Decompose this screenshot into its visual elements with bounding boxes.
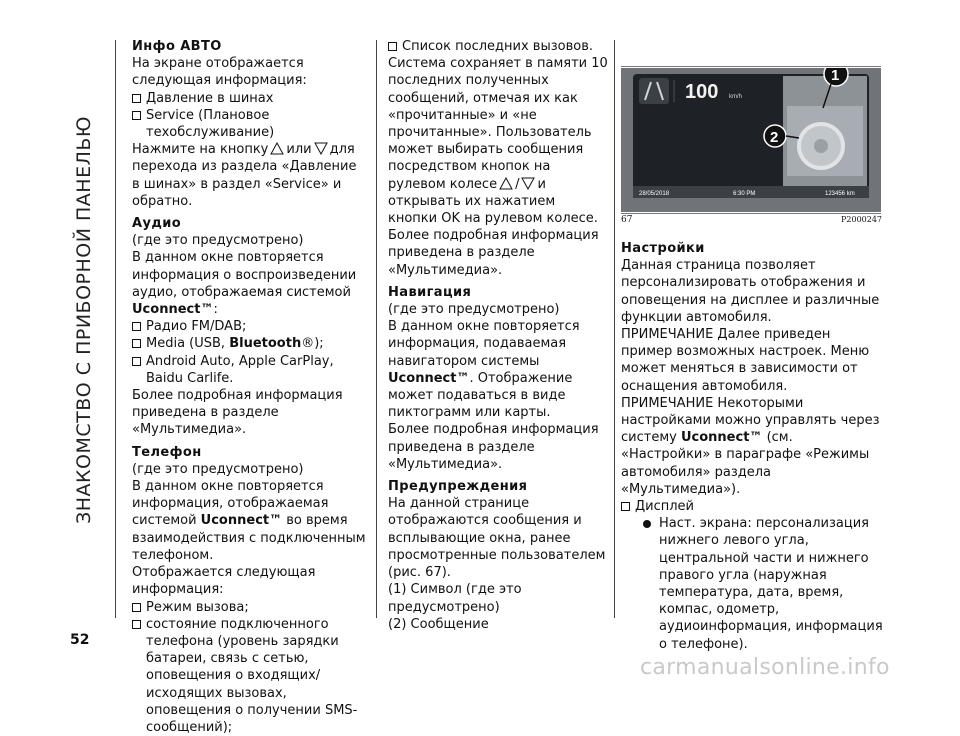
column-divider-1: [376, 40, 377, 618]
paragraph: Нажмите на кнопку или для перехода из раздела «Давление в шинах» в раздел «Service» и обратно.: [132, 142, 357, 209]
sub-list-item: Наст. экрана: персонализация нижнего левого угла, центральной части и нижнего правого угла (наружная температура, дата, время, компас, одометр, аудиоинформация, информация о телефоне).: [621, 515, 883, 653]
paragraph: Данная страница позволяет персонализировать отображения и оповещения на дисплее и различные функции автомобиля.: [621, 258, 880, 325]
lane-assist-icon: [639, 78, 669, 104]
svg-text:28/05/2018: 28/05/2018: [639, 191, 670, 197]
paragraph: (2) Сообщение: [388, 616, 489, 632]
arrow-down-button-icon: [314, 142, 328, 155]
speed-unit: km/h: [729, 94, 743, 100]
figure-code: P2000247: [841, 215, 883, 224]
paragraph: В данном окне повторяется информация о воспроизведении аудио, отображаемая системой Uconnect™:: [132, 250, 357, 318]
column-divider-2: [614, 40, 615, 618]
cluster-display-illustration: [621, 68, 881, 212]
column-3: [621, 240, 883, 653]
paragraph: (где это предусмотрено): [132, 233, 304, 249]
heading-phone: Телефон: [132, 444, 202, 460]
heading-settings: Настройки: [621, 241, 705, 256]
svg-text:1: 1: [831, 68, 840, 84]
speed-readout: 100: [685, 81, 719, 103]
paragraph: Более подробная информация приведена в разделе «Мультимедиа».: [388, 422, 599, 472]
figure-top-rule: [621, 66, 881, 67]
list-item: Радио FM/DAB;: [132, 318, 368, 335]
paragraph: В данном окне повторяется информация, отображаемая системой Uconnect™ во время взаимодействия с подключенным телефоном.: [132, 479, 366, 563]
paragraph: Система сохраняет в памяти 10 последних полученных сообщений, отмечая их как «прочитанные» и «не прочитанные». Пользователь может выбирать сообщения посредством кнопок на рулевом колесе / и открывать их нажатием кнопки OK на рулевом колесе.: [388, 56, 608, 227]
paragraph: Более подробная информация приведена в разделе «Мультимедиа».: [388, 228, 599, 278]
arrow-up-button-icon: [270, 142, 284, 155]
list-item: Режим вызова;: [132, 599, 368, 616]
svg-text:6:30 PM: 6:30 PM: [733, 191, 756, 197]
list-item: Android Auto, Apple CarPlay, Baidu Carlife.: [132, 353, 368, 387]
heading-navigation: Навигация: [388, 284, 472, 300]
paragraph: На экране отображается следующая информация:: [132, 56, 307, 89]
arrow-up-button-icon: [499, 177, 513, 190]
list-item: Service (Плановое техобслуживание): [132, 107, 368, 141]
side-section-title: ЗНАКОМСТВО С ПРИБОРНОЙ ПАНЕЛЬЮ: [73, 116, 96, 524]
heading-audio: Аудио: [132, 216, 182, 232]
list-item: Media (USB, Bluetooth®);: [132, 335, 368, 352]
bullet-dot-icon: [643, 520, 651, 528]
page-number: 52: [70, 632, 90, 648]
column-1: [132, 38, 368, 736]
paragraph: В данном окне повторяется информация, подаваемая навигатором системы Uconnect™. Отображение может подаваться в виде пиктограмм или карты.: [388, 319, 580, 421]
watermark: carmanualsonline.info: [640, 655, 890, 680]
arrow-down-button-icon: [521, 177, 535, 190]
list-item: Список последних вызовов.: [388, 38, 608, 55]
list-item: состояние подключенного телефона (уровень зарядки батареи, связь с сетью, оповещения о входящих/исходящих вызовах, оповещения о получении SMS-сообщений);: [132, 616, 368, 736]
paragraph: (где это предусмотрено): [132, 461, 304, 477]
heading-info-auto: Инфо АВТО: [132, 39, 222, 54]
svg-text:2: 2: [770, 129, 779, 146]
list-item: Давление в шинах: [132, 90, 368, 107]
paragraph: Отображается следующая информация:: [132, 565, 316, 598]
list-item: Дисплей: [621, 498, 883, 515]
note: ПРИМЕЧАНИЕ Далее приведен пример возможных настроек. Меню может меняться в зависимости от оснащения автомобиля.: [621, 327, 870, 394]
note: ПРИМЕЧАНИЕ Некоторыми настройками можно управлять через систему Uconnect™ (см. «Настройки» в параграфе «Режимы автомобиля» раздела «Мультимедиа»).: [621, 395, 880, 497]
svg-text:123456 km: 123456 km: [825, 191, 855, 197]
side-divider: [115, 40, 116, 618]
paragraph: На данной странице отображаются сообщения и всплывающие окна, ранее просмотренные пользователем (рис. 67).: [388, 496, 606, 581]
paragraph: (где это предусмотрено): [388, 302, 560, 318]
figure-number: 67: [621, 215, 633, 225]
figure-instrument-cluster: [621, 68, 881, 212]
figure-bottom-rule: [621, 213, 881, 214]
column-2: [388, 38, 608, 633]
paragraph: Более подробная информация приведена в разделе «Мультимедиа».: [132, 388, 343, 438]
heading-warnings: Предупреждения: [388, 479, 528, 495]
paragraph: (1) Символ (где это предусмотрено): [388, 582, 522, 615]
